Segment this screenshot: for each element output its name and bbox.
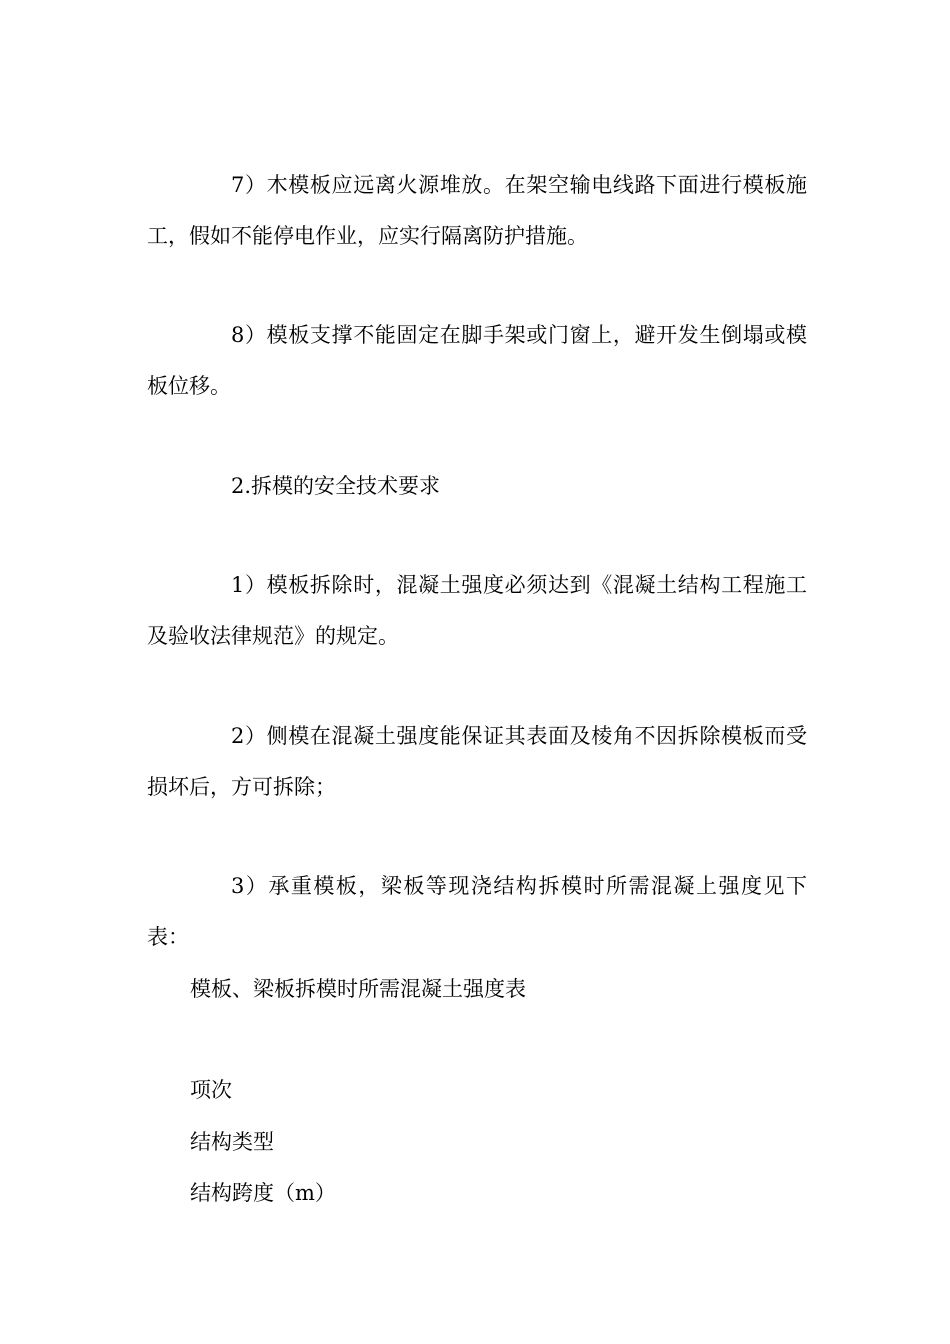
paragraph-item-7: 7）木模板应远离火源堆放。在架空输电线路下面进行模板施工，假如不能停电作业，应实行隔离防护措施。 — [147, 173, 807, 248]
section-heading: 2.拆模的安全技术要求 — [231, 474, 441, 498]
paragraph-requirement-2: 2）侧模在混凝土强度能保证其表面及棱角不因拆除模板而受损坏后，方可拆除； — [147, 724, 807, 799]
paragraph-item-8: 8）模板支撑不能固定在脚手架或门窗上，避开发生倒塌或模板位移。 — [147, 323, 807, 398]
table-header-item: 项次 — [190, 1078, 232, 1102]
table-header-structure-type: 结构类型 — [190, 1130, 274, 1154]
paragraph-requirement-3: 3）承重模板，梁板等现浇结构拆模时所需混凝上强度见下表： — [147, 874, 807, 949]
table-caption: 模板、梁板拆模时所需混凝土强度表 — [190, 977, 526, 1001]
paragraph-requirement-1: 1）模板拆除时，混凝土强度必须达到《混凝土结构工程施工及验收法律规范》的规定。 — [147, 573, 807, 648]
table-header-span: 结构跨度（m） — [190, 1181, 336, 1205]
